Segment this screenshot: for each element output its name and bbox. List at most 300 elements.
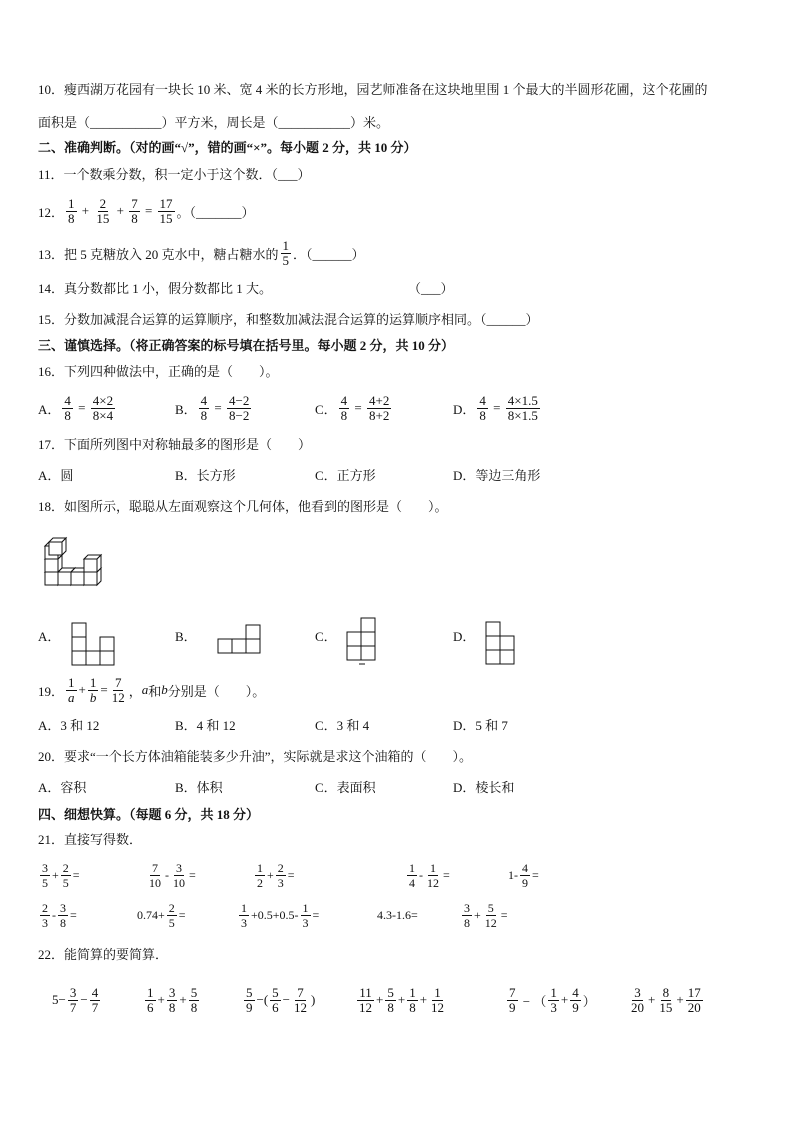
expr-text: ， xyxy=(128,683,142,699)
denominator: 15 xyxy=(659,999,673,1015)
section4-title: 四、细想快算。（每题 6 分，共 18 分） xyxy=(38,807,260,822)
denominator: 7 xyxy=(91,999,99,1015)
denominator: 8×4 xyxy=(92,407,114,423)
grid-square xyxy=(246,639,260,653)
fraction xyxy=(507,986,518,1015)
grid-square xyxy=(232,639,246,653)
fraction xyxy=(167,986,178,1015)
fraction xyxy=(520,861,530,890)
fraction xyxy=(227,394,251,423)
numerator: 7 xyxy=(114,674,122,690)
expr-text: − （ xyxy=(519,993,547,1009)
fraction xyxy=(66,676,77,705)
expr-text: − xyxy=(80,992,88,1007)
q19-expression xyxy=(38,676,265,705)
denominator: 6 xyxy=(272,999,279,1015)
denominator: 9 xyxy=(522,875,528,890)
expr-text: + xyxy=(179,992,187,1007)
denominator: a xyxy=(68,689,75,705)
expr-text: = xyxy=(141,203,156,218)
denominator: 3 xyxy=(241,915,247,930)
numerator: 2 xyxy=(62,860,69,875)
q13-expression xyxy=(38,239,365,268)
q20-option-d: D．棱长和 xyxy=(453,780,515,795)
expr-text: = xyxy=(443,867,450,882)
expr-text: ) xyxy=(311,992,316,1007)
denominator: 8 xyxy=(131,210,138,226)
q22-expression xyxy=(627,986,705,1015)
q22-item xyxy=(143,984,201,1016)
q21-text: 21．直接写得数． xyxy=(38,832,143,847)
denominator: 10 xyxy=(173,875,185,890)
fraction xyxy=(570,986,581,1015)
fraction xyxy=(88,676,99,705)
q16-option-b-expression xyxy=(175,394,253,423)
grid-square xyxy=(347,646,361,660)
q17-option-c: C．正方形 xyxy=(315,468,376,483)
expr-text: = xyxy=(189,867,196,882)
cube-front-face xyxy=(49,542,62,555)
denominator: 8−2 xyxy=(229,407,250,423)
denominator: 4 xyxy=(409,875,415,890)
cube-front-face xyxy=(84,559,97,572)
q16-option-d xyxy=(453,392,542,424)
numerator: 4×2 xyxy=(92,392,114,408)
denominator: 9 xyxy=(572,999,579,1015)
q22-item xyxy=(242,984,315,1016)
numerator: 1 xyxy=(302,900,309,915)
fraction xyxy=(61,861,71,890)
q22-expression xyxy=(505,986,596,1015)
q18-option-d-figure xyxy=(485,621,517,667)
fraction xyxy=(483,901,499,930)
q18-option-c-figure xyxy=(346,617,378,667)
fraction xyxy=(429,986,446,1015)
numerator: 3 xyxy=(69,984,77,1000)
q22-item xyxy=(505,984,596,1016)
fraction xyxy=(68,986,79,1015)
denominator: 20 xyxy=(687,999,701,1015)
expr-text: = xyxy=(287,867,295,882)
expr-text: 5− xyxy=(52,992,66,1007)
numerator: 4 xyxy=(572,984,579,1000)
expr-text: + xyxy=(52,867,59,882)
q21-expression xyxy=(38,901,77,930)
q22-item xyxy=(627,984,705,1016)
grid-square xyxy=(246,625,260,639)
q17-option-d: D．等边三角形 xyxy=(453,468,541,483)
q21-expression xyxy=(405,861,450,890)
fraction xyxy=(66,197,77,226)
numerator: 1 xyxy=(434,984,441,1000)
expr-text: 12． xyxy=(38,204,65,220)
denominator: 8 xyxy=(409,999,416,1015)
expr-text: = xyxy=(211,400,226,415)
fraction xyxy=(367,394,391,423)
expr-text: + xyxy=(676,992,684,1007)
denominator: 3 xyxy=(302,915,309,930)
denominator: 3 xyxy=(550,999,557,1015)
q19-row xyxy=(38,674,265,706)
expr-text: 1- xyxy=(508,867,518,882)
numerator: 4 xyxy=(479,392,486,408)
denominator: 8 xyxy=(200,407,208,423)
denominator: 12 xyxy=(431,999,445,1015)
denominator: 12 xyxy=(484,915,497,930)
numerator: 8 xyxy=(662,984,670,1000)
fraction xyxy=(147,861,163,890)
q22-item xyxy=(355,984,448,1016)
grid-square xyxy=(500,650,514,664)
fraction xyxy=(62,394,73,423)
fraction xyxy=(40,901,50,930)
q12-row xyxy=(38,195,255,227)
numerator: 1 xyxy=(550,984,557,1000)
numerator: 17 xyxy=(159,195,173,211)
expr-text: = xyxy=(72,867,80,882)
denominator: 8 xyxy=(64,407,71,423)
denominator: 3 xyxy=(277,875,284,890)
denominator: 5 xyxy=(42,875,48,890)
expr-text: = xyxy=(100,682,108,697)
expr-text: + xyxy=(376,992,384,1007)
expr-text: C． xyxy=(315,401,337,417)
fraction xyxy=(167,901,177,930)
q15-text: 15．分数加减混合运算的运算顺序，和整数加减法混合运算的运算顺序相同。（______） xyxy=(38,312,539,327)
q21-expression xyxy=(377,908,418,923)
denominator: 7 xyxy=(69,999,77,1015)
expr-text: = xyxy=(500,907,508,922)
q21-expression xyxy=(460,901,508,930)
variable: a xyxy=(141,682,149,697)
denominator: 15 xyxy=(159,210,173,226)
q19-option-b: B．4 和 12 xyxy=(175,718,236,733)
fraction xyxy=(255,861,265,890)
fraction xyxy=(686,986,703,1015)
numerator: 7 xyxy=(131,195,138,211)
q16-option-a xyxy=(38,392,117,424)
fraction xyxy=(40,861,50,890)
q19-option-d: D．5 和 7 xyxy=(453,718,508,733)
q18-option-c-label: C． xyxy=(315,629,337,644)
expr-text: 分别是（ ）。 xyxy=(167,683,266,699)
q21-expression xyxy=(145,861,196,890)
numerator: 1 xyxy=(282,237,290,253)
expr-text: + xyxy=(560,992,569,1007)
q21-item xyxy=(377,899,418,931)
grid-square xyxy=(486,622,500,636)
expr-text: −( xyxy=(256,992,269,1007)
numerator: 4 xyxy=(91,984,99,1000)
q21-item xyxy=(508,859,539,891)
q18-option-d-label: D． xyxy=(453,629,476,644)
denominator: 9 xyxy=(246,999,253,1015)
q19-option-a: A．3 和 12 xyxy=(38,718,100,733)
q21-expression xyxy=(508,861,539,890)
expr-text: = xyxy=(178,907,186,922)
grid-square xyxy=(500,636,514,650)
numerator: 1 xyxy=(409,860,415,875)
expr-text: + xyxy=(474,907,481,922)
q16-option-c-expression xyxy=(315,394,393,423)
q16-option-a-expression xyxy=(38,394,117,423)
q21-item xyxy=(460,899,508,931)
denominator: 12 xyxy=(111,689,125,705)
numerator: 4 xyxy=(340,392,348,408)
fraction xyxy=(94,197,111,226)
fraction xyxy=(189,986,200,1015)
grid-square xyxy=(361,618,375,632)
q10-line2: 面积是（___________）平方米，周长是（___________）米。 xyxy=(38,115,390,130)
numerator: 7 xyxy=(509,984,516,1000)
fraction xyxy=(276,861,286,890)
denominator: 8 xyxy=(464,915,470,930)
expr-text: - xyxy=(165,867,169,882)
q21-item xyxy=(38,899,77,931)
numerator: 5 xyxy=(272,984,279,1000)
q18-option-b-figure xyxy=(217,624,263,656)
q21-expression xyxy=(237,901,319,930)
denominator: 12 xyxy=(294,999,308,1015)
q20-option-c: C．表面积 xyxy=(315,780,376,795)
fraction xyxy=(129,197,140,226)
grid-square xyxy=(100,651,114,665)
expr-text: + xyxy=(78,203,93,218)
fraction xyxy=(357,986,374,1015)
q17-text: 17．下面所列图中对称轴最多的图形是（ ） xyxy=(38,437,312,452)
fraction xyxy=(339,394,350,423)
denominator: 8 xyxy=(68,210,75,226)
q22-expression xyxy=(242,986,315,1015)
numerator: 1 xyxy=(68,674,75,690)
expr-text: D． xyxy=(453,401,476,417)
q21-item xyxy=(405,859,450,891)
fraction xyxy=(110,676,127,705)
numerator: 1 xyxy=(409,984,416,1000)
denominator: 8 xyxy=(479,407,486,423)
denominator: 20 xyxy=(631,999,644,1015)
expr-text: + xyxy=(113,203,128,218)
grid-square xyxy=(218,639,232,653)
denominator: 5 xyxy=(168,915,175,930)
expr-text: 19． xyxy=(38,683,65,699)
expr-text: + xyxy=(419,992,428,1007)
fraction xyxy=(548,986,559,1015)
numerator: 4+2 xyxy=(369,392,390,408)
denominator: 5 xyxy=(282,252,290,268)
section3-title: 三、谨慎选择。（将正确答案的标号填在括号里。每小题 2 分，共 10 分） xyxy=(38,338,455,353)
q21-expression xyxy=(137,901,186,930)
denominator: 3 xyxy=(42,915,48,930)
grid-square xyxy=(72,623,86,637)
expr-text: ） xyxy=(582,993,596,1009)
q22-item xyxy=(52,984,102,1016)
q20-option-b: B．体积 xyxy=(175,780,223,795)
numerator: 4 xyxy=(64,392,71,408)
expr-text: = xyxy=(312,907,320,922)
numerator: 5 xyxy=(387,984,394,1000)
q11-text: 11．一个数乘分数，积一定小于这个数．（___） xyxy=(38,167,311,182)
expr-text: + xyxy=(397,992,406,1007)
q20-option-a: A．容积 xyxy=(38,780,87,795)
numerator: 3 xyxy=(176,860,182,875)
q21-item xyxy=(137,899,186,931)
q21-item xyxy=(253,859,295,891)
expr-text: + xyxy=(267,867,274,882)
fraction xyxy=(301,901,311,930)
q21-item xyxy=(38,859,80,891)
fraction xyxy=(239,901,249,930)
q14-answer-blank: （___） xyxy=(408,281,454,296)
expr-text: 13．把 5 克糖放入 20 克水中，糖占糖水的 xyxy=(38,246,279,262)
fraction xyxy=(506,394,540,423)
denominator: 8 xyxy=(168,999,176,1015)
fraction xyxy=(171,861,187,890)
q18-option-a-label: A． xyxy=(38,629,61,644)
numerator: 1 xyxy=(147,984,154,1000)
q21-item xyxy=(145,859,196,891)
expr-text: +0.5+0.5- xyxy=(251,907,299,922)
numerator: 4 xyxy=(522,860,528,875)
expr-text: B． xyxy=(175,401,197,417)
numerator: 3 xyxy=(60,900,66,915)
grid-square xyxy=(347,632,361,646)
fraction xyxy=(90,986,101,1015)
fraction xyxy=(199,394,210,423)
expr-text: 4.3-1.6= xyxy=(377,907,418,922)
expr-text: + xyxy=(78,682,86,697)
q10-line1: 10．瘦西湖万花园有一块长 10 米、宽 4 米的长方形地，园艺师准备在这块地里围 1 个最大的半圆形花圃，这个花圃的 xyxy=(38,82,708,97)
denominator: 5 xyxy=(62,875,69,890)
expr-text: − xyxy=(282,992,291,1007)
grid-square xyxy=(361,632,375,646)
denominator: 6 xyxy=(147,999,154,1015)
q19-option-c: C．3 和 4 xyxy=(315,718,370,733)
denominator: b xyxy=(89,689,97,705)
q16-text: 16．下列四种做法中，正确的是（ ）。 xyxy=(38,364,279,379)
q22-expression xyxy=(355,986,448,1015)
q21-expression xyxy=(253,861,295,890)
grid-square xyxy=(72,637,86,651)
expr-text: 。（_______） xyxy=(176,204,255,220)
q17-option-a: A．圆 xyxy=(38,468,74,483)
numerator: 1 xyxy=(68,195,75,211)
numerator: 11 xyxy=(359,984,372,1000)
expr-text: ．（______） xyxy=(293,246,365,262)
q22-text: 22．能简算的要简算． xyxy=(38,947,169,962)
cube-front-face xyxy=(58,572,71,585)
denominator: 8 xyxy=(190,999,198,1015)
grid-square xyxy=(72,651,86,665)
fraction xyxy=(385,986,396,1015)
grid-square xyxy=(361,646,375,660)
numerator: 3 xyxy=(42,860,48,875)
numerator: 1 xyxy=(430,860,436,875)
expr-text: = xyxy=(70,907,77,922)
numerator: 5 xyxy=(190,984,198,1000)
numerator: 5 xyxy=(246,984,253,1000)
denominator: 2 xyxy=(257,875,263,890)
expr-text: A． xyxy=(38,401,61,417)
q18-option-b-label: B． xyxy=(175,629,197,644)
expr-text: - xyxy=(419,867,423,882)
q18-option-a-figure xyxy=(71,622,117,668)
grid-square xyxy=(486,636,500,650)
numerator: 2 xyxy=(168,900,175,915)
q16-option-c xyxy=(315,392,393,424)
numerator: 7 xyxy=(297,984,304,1000)
fraction xyxy=(281,239,292,268)
expr-text: 0.74+ xyxy=(137,907,165,922)
denominator: 8 xyxy=(340,407,348,423)
variable: b xyxy=(161,682,168,697)
numerator: 4×1.5 xyxy=(507,392,538,408)
fraction xyxy=(292,986,309,1015)
numerator: 7 xyxy=(152,860,158,875)
q22-expression xyxy=(52,986,102,1015)
denominator: 12 xyxy=(427,875,439,890)
cube-front-face xyxy=(71,572,84,585)
denominator: 8 xyxy=(387,999,394,1015)
fraction xyxy=(425,861,441,890)
q20-text: 20．要求“一个长方体油箱能装多少升油”，实际就是求这个油箱的（ ）。 xyxy=(38,749,473,764)
expr-text: + xyxy=(157,992,165,1007)
numerator: 3 xyxy=(168,984,176,1000)
fraction xyxy=(145,986,156,1015)
grid-square xyxy=(86,651,100,665)
expr-text: = xyxy=(351,400,366,415)
denominator: 12 xyxy=(359,999,372,1015)
q16-option-d-expression xyxy=(453,394,542,423)
q14-text: 14．真分数都比 1 小，假分数都比 1 大。 xyxy=(38,281,273,296)
grid-square xyxy=(100,637,114,651)
expr-text: = xyxy=(74,400,89,415)
denominator: 8+2 xyxy=(369,407,390,423)
q13-row xyxy=(38,237,365,269)
fraction xyxy=(477,394,488,423)
q17-option-b: B．长方形 xyxy=(175,468,236,483)
denominator: 9 xyxy=(509,999,516,1015)
q12-expression xyxy=(38,197,255,226)
q18-solid-figure xyxy=(41,532,107,588)
numerator: 2 xyxy=(99,195,107,211)
numerator: 1 xyxy=(89,674,97,690)
numerator: 1 xyxy=(241,900,247,915)
q21-expression xyxy=(38,861,80,890)
denominator: 10 xyxy=(149,875,161,890)
numerator: 4 xyxy=(200,392,208,408)
expr-text: - xyxy=(52,907,56,922)
numerator: 1 xyxy=(257,860,263,875)
q22-expression xyxy=(143,986,201,1015)
section2-title: 二、准确判断。（对的画“√”，错的画“×”。每小题 2 分，共 10 分） xyxy=(38,140,417,155)
fraction xyxy=(158,197,175,226)
cube-front-face xyxy=(45,559,58,572)
cube-front-face xyxy=(45,572,58,585)
q21-item xyxy=(237,899,319,931)
numerator: 2 xyxy=(277,860,284,875)
denominator: 8×1.5 xyxy=(507,407,538,423)
expr-text: = xyxy=(489,400,504,415)
fraction xyxy=(462,901,472,930)
grid-square xyxy=(486,650,500,664)
numerator: 2 xyxy=(42,900,48,915)
numerator: 17 xyxy=(687,984,701,1000)
q16-option-b xyxy=(175,392,253,424)
numerator: 5 xyxy=(487,900,494,915)
fraction xyxy=(91,394,115,423)
fraction xyxy=(407,986,418,1015)
